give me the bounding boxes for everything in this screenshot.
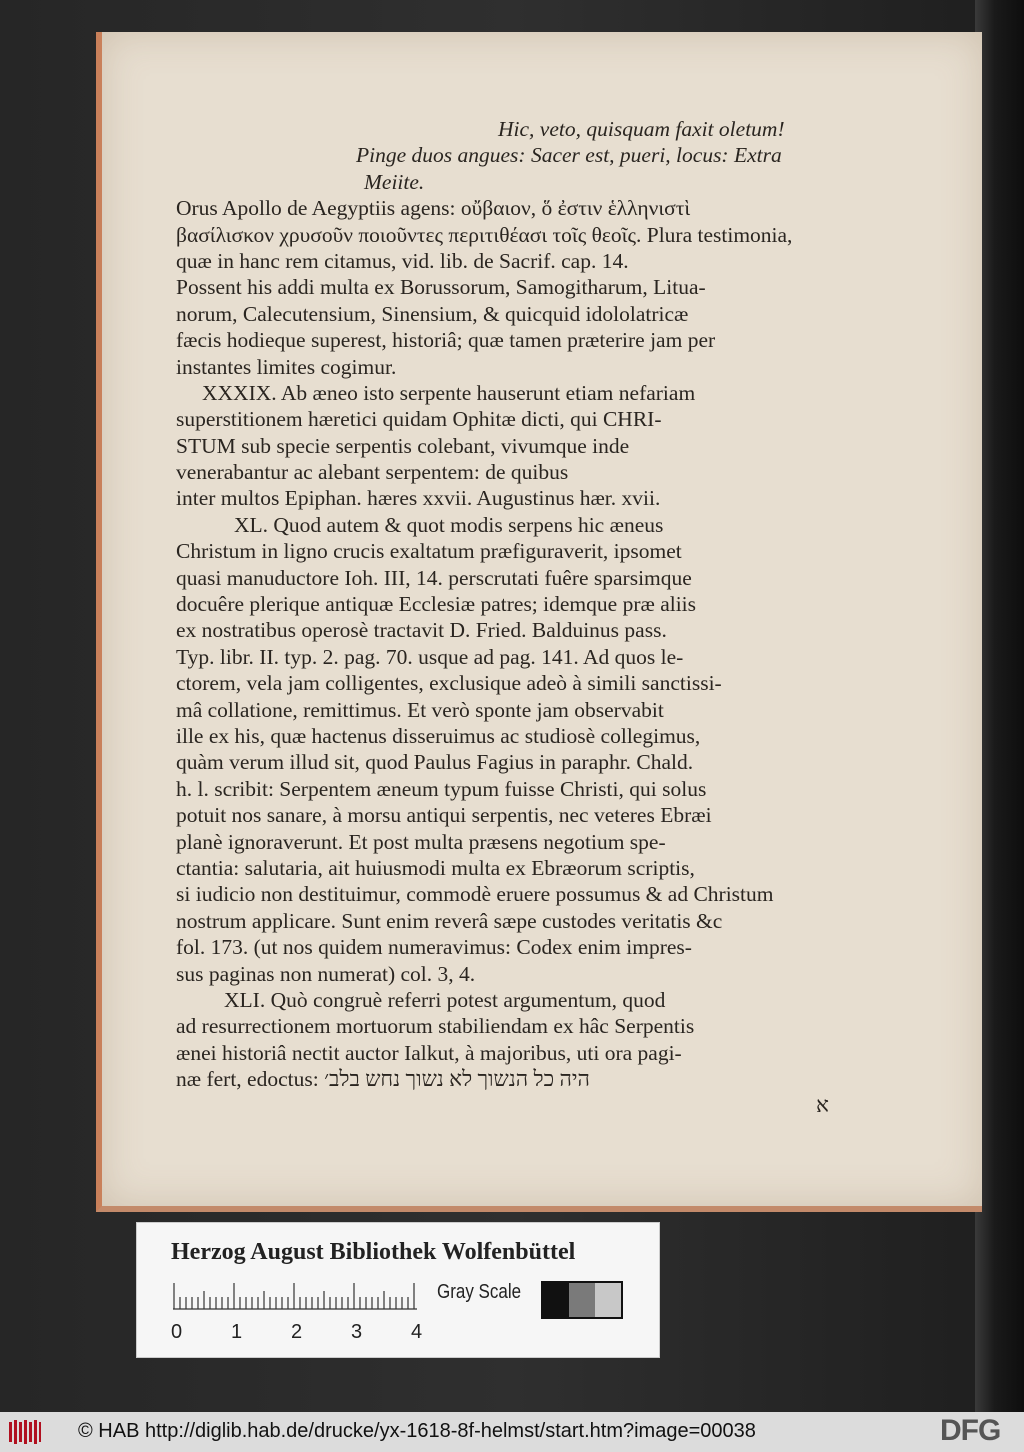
text-line: ille ex his, quæ hactenus disseruimus ac studiosè collegimus,	[176, 723, 701, 748]
motto-line: Hic, veto, quisquam faxit oletum!	[498, 117, 785, 141]
text-line: ænei historiâ nectit auctor Ialkut, à majoribus, uti ora pagi-	[176, 1040, 682, 1065]
text-line: nostrum applicare. Sunt enim reverâ sæpe custodes veritatis &c	[176, 908, 723, 933]
ruler-label: 4	[411, 1321, 423, 1343]
gray-scale-patches	[541, 1281, 623, 1319]
ruler-labels	[167, 1321, 427, 1345]
text-line: βασίλισκον χρυσοῦν ποιοῦντες περιτιθέασι τοῖς θεοῖς. Plura testimonia,	[176, 222, 793, 247]
motto-line: Pinge duos angues: Sacer est, pueri, locus: Extra	[356, 143, 782, 168]
text-line: Typ. libr. II. typ. 2. pag. 70. usque ad pag. 141. Ad quos le-	[176, 644, 684, 669]
text-line: sus paginas non numerat) col. 3, 4.	[176, 961, 476, 986]
ruler-label: 3	[351, 1321, 363, 1343]
gray-patch-dark	[543, 1283, 569, 1317]
text-line: quasi manuductore Ioh. III, 14. perscrutati fuêre sparsimque	[176, 565, 692, 590]
text-line: norum, Calecutensium, Sinensium, & quicquid idololatricæ	[176, 301, 689, 326]
text-line: inter multos Epiphan. hæres xxvii. Augustinus hær. xvii.	[176, 486, 661, 511]
text-line: ctantia: salutaria, ait huiusmodi multa ex Ebræorum scriptis,	[176, 855, 695, 880]
ruler-label: 0	[171, 1321, 183, 1343]
dfg-logo: DFG	[940, 1414, 1001, 1447]
text-line: quàm verum illud sit, quod Paulus Fagius in paraphr. Chald.	[176, 750, 694, 775]
text-line-hebrew: næ fert, edoctus: היה כל הנשוך לא נשוך נחש בלב׳	[176, 1067, 590, 1092]
motto-line: Meiite.	[364, 169, 425, 194]
text-line: docuêre plerique antiquæ Ecclesiæ patres; idemque præ aliis	[176, 592, 697, 617]
text-line: Possent his addi multa ex Borussorum, Samogitharum, Litua-	[176, 275, 706, 300]
gray-scale-label: Gray Scale	[437, 1281, 522, 1303]
text-line: potuit nos sanare, à morsu antiqui serpentis, nec veteres Ebræi	[176, 803, 712, 828]
text-line: fol. 173. (ut nos quidem numeravimus: Codex enim impres-	[176, 935, 692, 960]
text-line: STUM sub specie serpentis colebant, vivumque inde	[176, 433, 630, 458]
text-line: instantes limites cogimur.	[176, 354, 397, 379]
section-heading-xxxix: XXXIX. Ab æneo isto serpente hauserunt etiam nefariam	[202, 380, 696, 405]
book-spine-shadow	[975, 0, 1024, 1412]
text-line: ex nostratibus operosè tractavit D. Fried. Balduinus pass.	[176, 618, 667, 643]
text-line: ad resurrectionem mortuorum stabiliendam ex hâc Serpentis	[176, 1014, 695, 1039]
text-line: fæcis hodieque superest, historiâ; quæ tamen præterire jam per	[176, 328, 716, 353]
text-line: planè ignoraverunt. Et post multa præsens negotium spe-	[176, 829, 666, 854]
page-text	[176, 116, 886, 1119]
section-heading-xl: XL. Quod autem & quot modis serpens hic æneus	[234, 512, 664, 537]
ruler-label: 2	[291, 1321, 303, 1343]
ruler-label: 1	[231, 1321, 243, 1343]
hab-logo-icon	[8, 1418, 42, 1446]
text-line: h. l. scribit: Serpentem æneum typum fuisse Christi, qui solus	[176, 776, 707, 801]
text-line: ctorem, vela jam colligentes, exclusique adeò à simili sanctissi-	[176, 671, 722, 696]
text-line: si iudicio non destituimur, commodè eruere possumus & ad Christum	[176, 882, 774, 907]
text-line: quæ in hanc rem citamus, vid. lib. de Sacrif. cap. 14.	[176, 248, 629, 273]
card-title: Herzog August Bibliothek Wolfenbüttel	[171, 1239, 576, 1265]
color-reference-card	[136, 1222, 660, 1358]
text-line: superstitionem hæretici quidam Ophitæ dicti, qui CHRI-	[176, 407, 662, 432]
copyright-link[interactable]: © HAB http://diglib.hab.de/drucke/yx-1618-8f-helmst/start.htm?image=00038	[78, 1420, 756, 1442]
catchword: א	[816, 1093, 829, 1118]
gray-patch-light	[595, 1283, 621, 1317]
footer-bar	[0, 1412, 1024, 1452]
section-heading-xli: XLI. Quò congruè referri potest argumentum, quod	[224, 987, 666, 1012]
text-line: venerabantur ac alebant serpentem: de quibus	[176, 460, 569, 485]
gray-patch-mid	[569, 1283, 595, 1317]
text-line: Christum in ligno crucis exaltatum præfiguraverit, ipsomet	[176, 539, 682, 564]
ruler-scale	[173, 1279, 417, 1319]
text-line: mâ collatione, remittimus. Et verò sponte jam observabit	[176, 697, 664, 722]
text-line: Orus Apollo de Aegyptiis agens: οὔβαιον, ὅ ἐστιν ἑλληνιστὶ	[176, 196, 691, 221]
